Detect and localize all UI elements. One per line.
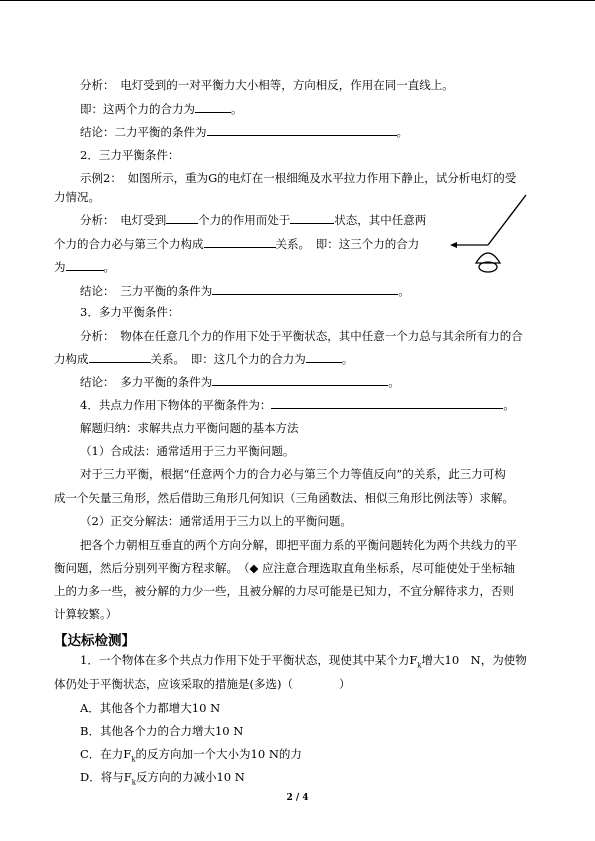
- text: 即：这两个力的合力为: [80, 102, 195, 116]
- option-a[interactable]: A．其他各个力都增大10 N: [80, 701, 221, 715]
- fill-blank[interactable]: [306, 351, 342, 363]
- option-d[interactable]: [80, 769, 245, 790]
- text: 力构成: [54, 352, 89, 366]
- text: 。: [388, 375, 400, 389]
- text: 为: [54, 260, 66, 274]
- text: 1．一个物体在多个共点力作用下处于平衡状态，现使其中某个力F: [80, 653, 418, 667]
- fill-blank[interactable]: [212, 283, 398, 295]
- text: D．将与F: [80, 770, 132, 784]
- option-c[interactable]: [80, 746, 302, 767]
- text: 。: [398, 284, 410, 298]
- heading-three-force: 2．三力平衡条件：: [80, 148, 180, 162]
- text: 4．共点力作用下物体的平衡条件为：: [80, 398, 272, 412]
- top-border: [0, 0, 595, 1]
- equilibrium-condition: [80, 397, 515, 413]
- text: 的反方向加一个大小为10 N的力: [135, 747, 302, 761]
- subscript: k: [417, 661, 422, 670]
- section-heading: 【达标检测】: [54, 633, 135, 649]
- subscript: k: [131, 755, 136, 764]
- analysis-multi-force-cont: [54, 351, 353, 367]
- text: 结论： 多力平衡的条件为: [80, 375, 213, 389]
- text: 关系。 即：这几个力的合力为: [150, 352, 306, 366]
- text: 。: [341, 352, 354, 366]
- subscript: k: [131, 778, 136, 787]
- method-orthogonal: （2）正交分解法：通常适用于三力以上的平衡问题。: [80, 514, 352, 528]
- analysis-three-force: [80, 212, 426, 228]
- fill-blank[interactable]: [212, 374, 388, 386]
- conclusion-two-force: [80, 124, 408, 140]
- example-2: 示例2： 如图所示，重为G的电灯在一根细绳及水平拉力作用下静止，试分析电灯的受: [80, 171, 517, 185]
- text: 反方向的力减小10 N: [135, 770, 245, 784]
- text: 。: [103, 260, 115, 274]
- fill-blank[interactable]: [166, 212, 198, 224]
- arrow-head-icon: [450, 242, 457, 248]
- text: 结论： 三力平衡的条件为: [80, 284, 213, 298]
- fill-blank[interactable]: [207, 124, 397, 136]
- orthogonal-text: 把各个力朝相互垂直的两个方向分解，即把平面力系的平衡问题转化为两个共线力的平: [80, 538, 517, 552]
- fill-blank[interactable]: [271, 397, 503, 409]
- fill-blank[interactable]: [290, 212, 334, 224]
- fill-blank[interactable]: [66, 259, 104, 271]
- example-2-cont: 力情况。: [54, 190, 100, 204]
- heading-multi-force: 3．多力平衡条件：: [80, 305, 180, 319]
- text: 个力的合力必与第三个力构成: [54, 237, 204, 251]
- text: 。: [503, 398, 515, 412]
- resultant-two-force: [80, 101, 243, 117]
- synthesis-text: 对于三力平衡，根据“任意两个力的合力必与第三个力等值反向”的关系，此三力可构: [80, 467, 506, 481]
- text: 关系。 即：这三个力的合力: [275, 237, 420, 251]
- text: 分析： 电灯受到: [80, 213, 167, 227]
- option-b[interactable]: B．其他各个力的合力增大10 N: [80, 724, 244, 738]
- question-1-cont: 体仍处于平衡状态，应该采取的措施是(多选)（ ）: [54, 677, 351, 691]
- text: 状态，其中任意两: [334, 213, 427, 227]
- rope-line: [488, 195, 526, 245]
- page-number: 2 / 4: [286, 793, 309, 803]
- text: 。: [231, 102, 243, 116]
- question-1: [80, 652, 527, 673]
- lamp-diagram: [448, 193, 538, 278]
- orthogonal-text-2: 衡问题，然后分别列平衡方程求解。 （◆ 应注意合理选取直角坐标系，尽可能使处于坐标轴: [54, 561, 515, 575]
- fill-blank[interactable]: [204, 236, 276, 248]
- text: 。: [396, 125, 408, 139]
- text: 增大10 N，为使物: [421, 653, 527, 667]
- fill-blank[interactable]: [195, 101, 231, 113]
- synthesis-text-cont: 成一个矢量三角形，然后借助三角形几何知识（三角函数法、相似三角形比例法等）求解。: [54, 491, 514, 505]
- text: C．在力F: [80, 747, 132, 761]
- orthogonal-text-end: 计算较繁。）: [54, 607, 118, 621]
- resultant-three-force: [54, 259, 115, 275]
- method-synthesis: （1）合成法：通常适用于三力平衡问题。: [80, 444, 295, 458]
- analysis-three-force-cont: [54, 236, 419, 252]
- method-summary: 解题归纳：求解共点力平衡问题的基本方法: [80, 421, 299, 435]
- text: 个力的作用而处于: [198, 213, 291, 227]
- fill-blank[interactable]: [89, 351, 151, 363]
- conclusion-three-force: [80, 283, 410, 299]
- analysis-two-force: 分析： 电灯受到的一对平衡力大小相等，方向相反，作用在同一直线上。: [80, 78, 454, 92]
- analysis-multi-force: 分析： 物体在任意几个力的作用下处于平衡状态，其中任意一个力总与其余所有力的合: [80, 329, 523, 343]
- text: 结论：二力平衡的条件为: [80, 125, 207, 139]
- conclusion-multi-force: [80, 374, 400, 390]
- orthogonal-text-3: 上的力多一些，被分解的力少一些，且被分解的力尽可能是已知力，不宜分解待求力，否则: [54, 584, 514, 598]
